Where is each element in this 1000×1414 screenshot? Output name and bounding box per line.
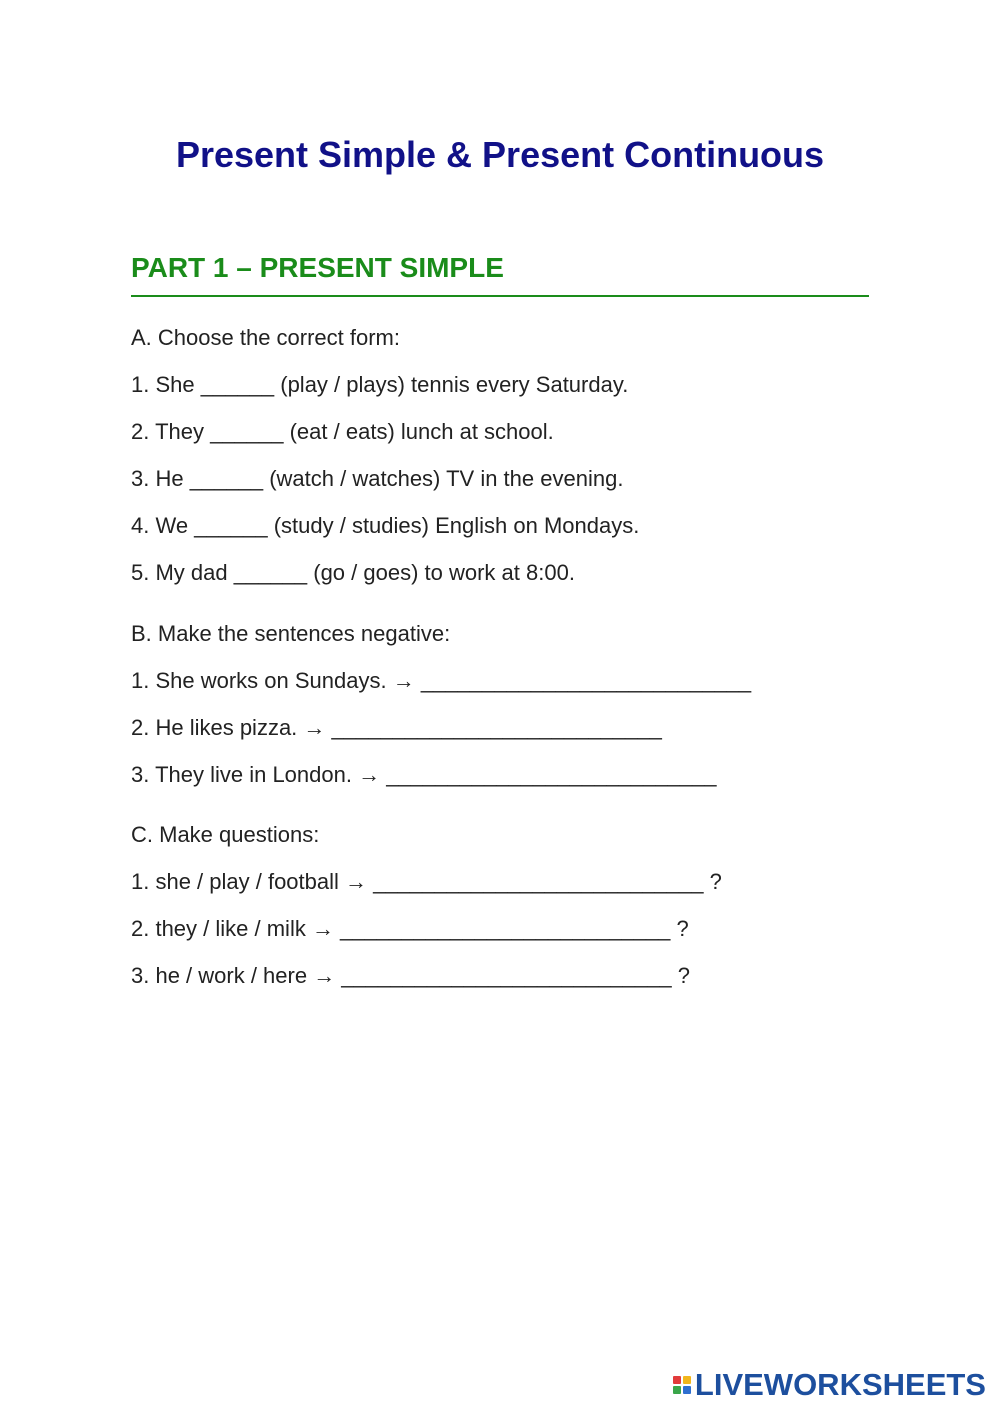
part-1-divider: [131, 295, 869, 297]
section-b-item-3: 3. They live in London. → ___________________________: [131, 762, 717, 787]
section-a-item-3: 3. He ______ (watch / watches) TV in the evening.: [131, 466, 624, 491]
liveworksheets-logo-icon: [673, 1376, 691, 1394]
section-b-item-2: 2. He likes pizza. → ___________________________: [131, 715, 662, 740]
section-c-item-1: 1. she / play / football → ___________________________ ?: [131, 869, 722, 894]
part-1-heading: PART 1 – PRESENT SIMPLE: [131, 252, 504, 283]
liveworksheets-logo-text: LIVEWORKSHEETS: [694, 1367, 986, 1402]
section-c-item-3: 3. he / work / here → ___________________________ ?: [131, 963, 691, 988]
section-a-item-2: 2. They ______ (eat / eats) lunch at school.: [131, 419, 554, 444]
section-c-item-2: 2. they / like / milk → ___________________________ ?: [131, 916, 689, 941]
section-a-instruction: A. Choose the correct form:: [131, 325, 400, 350]
section-b-item-1: 1. She works on Sundays. → ___________________________: [131, 668, 752, 693]
section-c-instruction: C. Make questions:: [131, 822, 320, 847]
section-a-item-4: 4. We ______ (study / studies) English on Mondays.: [131, 513, 640, 538]
section-a-item-5: 5. My dad ______ (go / goes) to work at 8:00.: [131, 560, 575, 585]
section-a-item-1: 1. She ______ (play / plays) tennis every Saturday.: [131, 372, 629, 397]
section-b-instruction: B. Make the sentences negative:: [131, 621, 451, 646]
liveworksheets-logo: [673, 1368, 986, 1402]
page-title: Present Simple & Present Continuous: [175, 134, 825, 175]
